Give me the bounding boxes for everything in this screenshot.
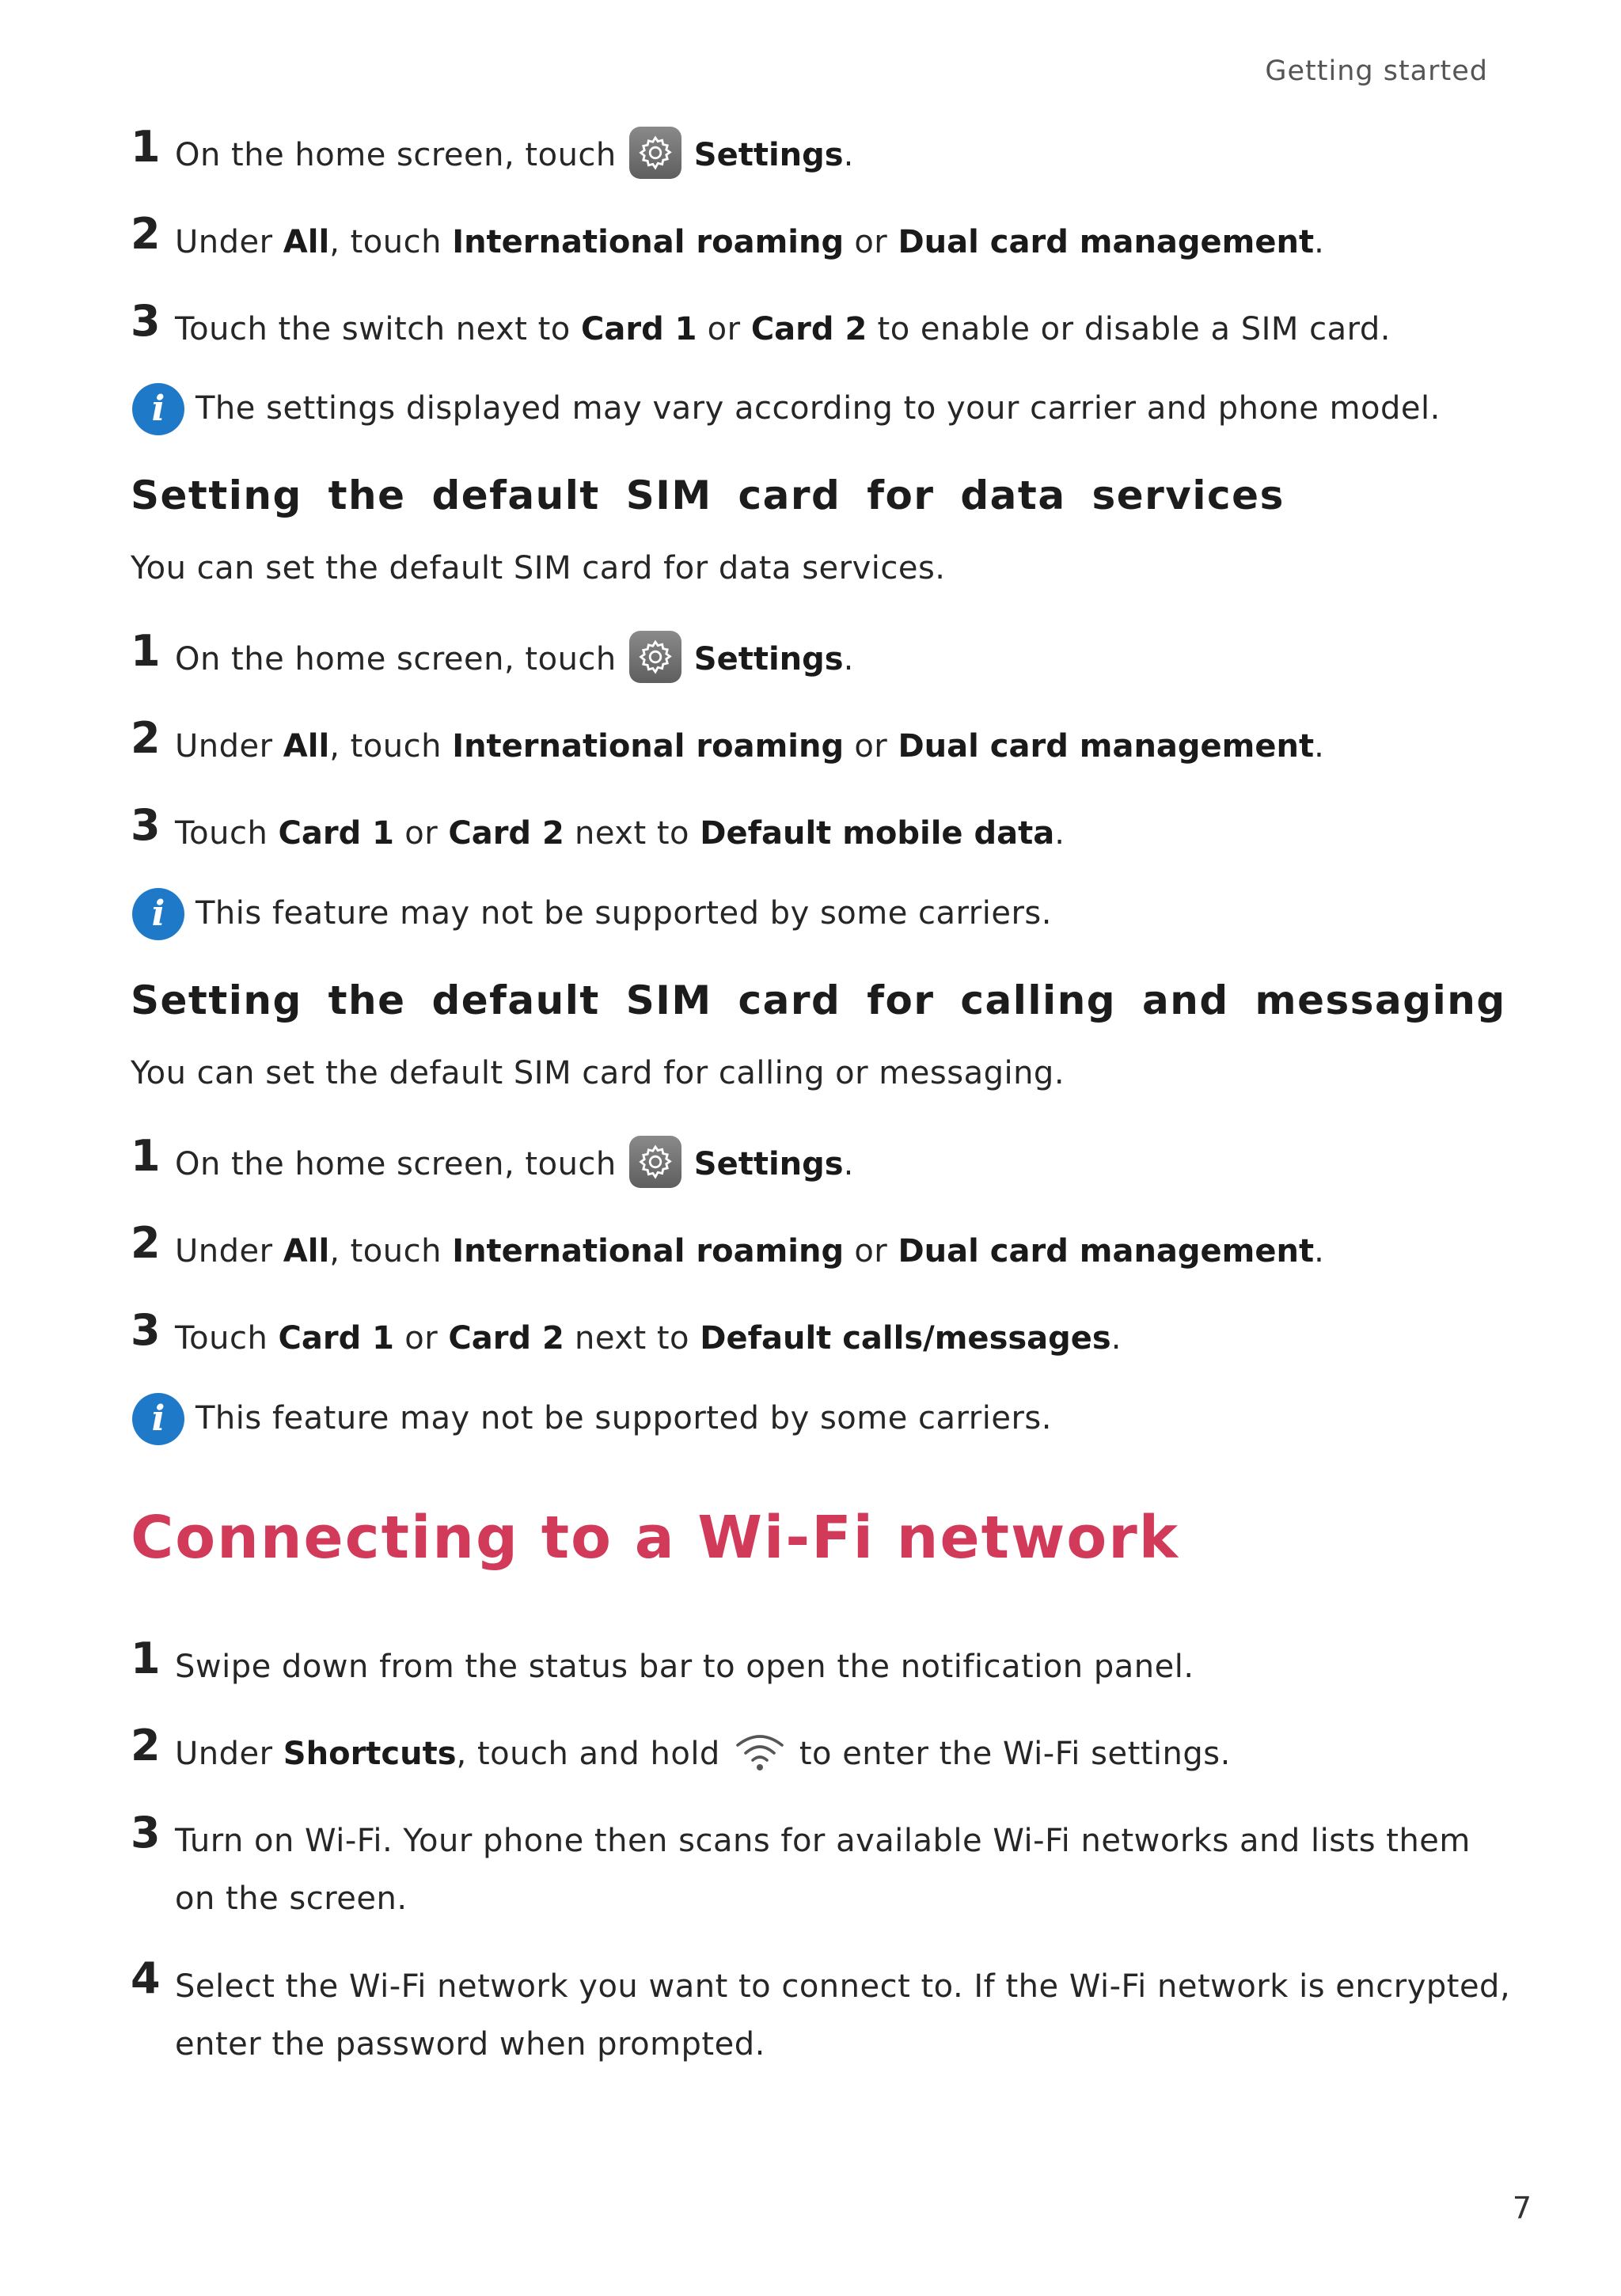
step-text: Touch Card 1 or Card 2 next to Default calls/messages. (175, 1320, 1122, 1357)
step-text: Select the Wi-Fi network you want to connect to. If the Wi-Fi network is encrypted, enter the password when prompted. (175, 1968, 1511, 2063)
note-text: The settings displayed may vary according to your carrier and phone model. (196, 390, 1441, 427)
step-number: 1 (131, 1634, 161, 1683)
step-number: 3 (131, 800, 161, 850)
step-number: 4 (131, 1953, 161, 2003)
wifi-icon (733, 1728, 787, 1775)
step-text: Under Shortcuts, touch and hold to enter the Wi-Fi settings. (175, 1725, 1520, 1783)
note-text: This feature may not be supported by some carriers. (196, 895, 1052, 932)
step-number: 1 (131, 122, 161, 172)
step-number: 3 (131, 296, 161, 346)
step-text: Touch Card 1 or Card 2 next to Default mobile data. (175, 815, 1065, 852)
section-intro: You can set the default SIM card for data services. (131, 550, 946, 586)
step-text: Under All, touch International roaming or Dual card management. (175, 728, 1325, 765)
step-text: Under All, touch International roaming or Dual card management. (175, 1233, 1325, 1269)
step-text: Swipe down from the status bar to open the notification panel. (175, 1649, 1194, 1685)
section-heading-calling-messaging: Setting the default SIM card for calling and messaging (131, 977, 1506, 1023)
step-number: 3 (131, 1305, 161, 1355)
step-text: On the home screen, touch Settings. (175, 127, 1520, 184)
step-number: 3 (131, 1808, 161, 1858)
settings-icon (629, 631, 681, 683)
step-number: 2 (131, 1218, 161, 1268)
page-number: 7 (1512, 2191, 1532, 2226)
section-heading-data-services: Setting the default SIM card for data services (131, 472, 1285, 518)
note-text: This feature may not be supported by some carriers. (196, 1400, 1052, 1436)
step-text: Under All, touch International roaming or Dual card management. (175, 224, 1325, 260)
running-header: Getting started (1265, 55, 1488, 87)
step-text: Touch the switch next to Card 1 or Card 2 to enable or disable a SIM card. (175, 311, 1391, 347)
step-text: Turn on Wi-Fi. Your phone then scans for available Wi-Fi networks and lists them on the screen. (175, 1823, 1471, 1917)
info-icon: i (132, 888, 184, 940)
step-number: 1 (131, 1131, 161, 1181)
step-number: 2 (131, 713, 161, 763)
step-number: 1 (131, 626, 161, 676)
chapter-heading-wifi: Connecting to a Wi-Fi network (131, 1504, 1179, 1572)
settings-icon (629, 127, 681, 179)
step-text: On the home screen, touch Settings. (175, 1136, 1520, 1194)
info-icon: i (132, 383, 184, 435)
settings-icon (629, 1136, 681, 1188)
info-icon: i (132, 1393, 184, 1445)
section-intro: You can set the default SIM card for calling or messaging. (131, 1055, 1065, 1091)
step-text: On the home screen, touch Settings. (175, 631, 1520, 689)
step-number: 2 (131, 209, 161, 259)
step-number: 2 (131, 1721, 161, 1770)
